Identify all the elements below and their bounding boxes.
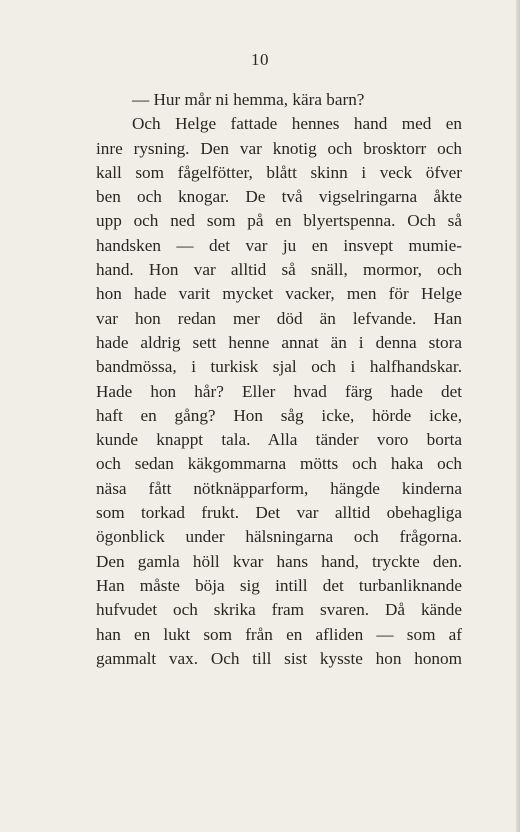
text-line: bandmössa, i turkisk sjal och i halfhandskar. [96, 357, 462, 377]
text-line: kall som fågelfötter, blått skinn i veck öfver [96, 162, 462, 182]
text-line: var hon redan mer död än lefvande. Han [96, 308, 462, 328]
text-line: ben och knogar. De två vigselringarna åkte [96, 187, 462, 207]
text-line: — Hur mår ni hemma, kära barn? [132, 90, 365, 109]
text-line: näsa fått nötknäpparform, hängde kinderna [96, 478, 462, 498]
text-line: ögonblick under hälsningarna och frågorna. [96, 527, 462, 547]
text-line: hufvudet och skrika fram svaren. Då kände [96, 600, 462, 620]
text-line: hade aldrig sett henne annat än i denna stora [96, 332, 462, 352]
text-line: han en lukt som från en afliden — som af [96, 624, 462, 644]
text-line: som torkad frukt. Det var alltid obehagliga [96, 503, 462, 523]
text-line: Hade hon hår? Eller hvad färg hade det [96, 381, 462, 401]
text-line: inre rysning. Den var knotig och brosktorr och [96, 138, 462, 158]
text-line: kunde knappt tala. Alla tänder voro borta [96, 430, 462, 450]
text-line: Han måste böja sig intill det turbanliknande [96, 575, 462, 595]
text-line: Och Helge fattade hennes hand med en [132, 114, 462, 134]
page-number: 10 [251, 50, 269, 69]
body-text [96, 88, 462, 671]
text-line: haft en gång? Hon såg icke, hörde icke, [96, 405, 462, 425]
page-edge [516, 0, 520, 832]
text-line: Den gamla höll kvar hans hand, tryckte den. [96, 551, 462, 571]
text-line: och sedan käkgommarna mötts och haka och [96, 454, 462, 474]
text-line: gammalt vax. Och till sist kysste hon honom [96, 648, 462, 668]
text-line: handsken — det var ju en insvept mumie- [96, 235, 462, 255]
text-line: hand. Hon var alltid så snäll, mormor, och [96, 260, 462, 280]
text-line: upp och ned som på en blyertspenna. Och så [96, 211, 462, 231]
text-line: hon hade varit mycket vacker, men för Helge [96, 284, 462, 304]
